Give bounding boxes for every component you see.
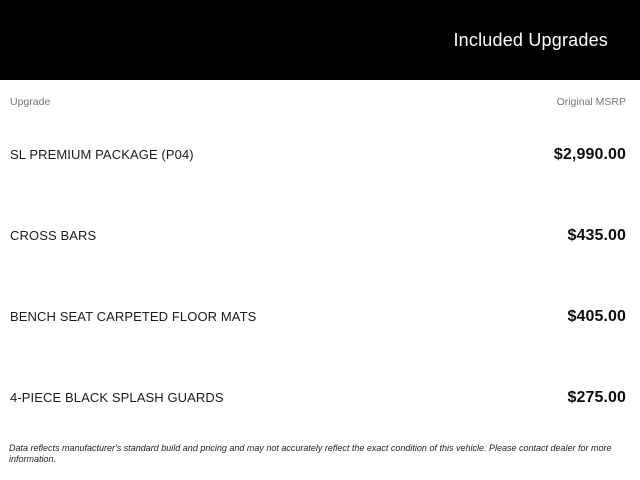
disclaimer-text: Data reflects manufacturer's standard build and pricing and may not accurately reflect the exact condition of this vehicle. Please contact dealer for more information. (9, 443, 612, 464)
upgrade-name: 4-PIECE BLACK SPLASH GUARDS (10, 390, 224, 405)
upgrade-price: $405.00 (567, 307, 626, 325)
table-row (10, 357, 626, 438)
upgrade-name: CROSS BARS (10, 228, 97, 243)
upgrade-price: $275.00 (567, 388, 626, 406)
section-title: Included Upgrades (453, 29, 608, 50)
table-row (10, 276, 626, 357)
table-row (10, 114, 626, 195)
upgrade-name: SL PREMIUM PACKAGE (P04) (10, 147, 194, 162)
upgrade-name: BENCH SEAT CARPETED FLOOR MATS (10, 309, 257, 324)
upgrade-price: $2,990.00 (553, 145, 626, 163)
table-row (10, 195, 626, 276)
table-rows (10, 114, 626, 438)
table-column-headers (10, 96, 626, 108)
column-header-original-msrp: Original MSRP (556, 96, 626, 108)
column-header-upgrade: Upgrade (10, 96, 51, 108)
upgrade-price: $435.00 (567, 226, 626, 244)
upgrades-table (0, 80, 640, 438)
section-header-bar (0, 0, 640, 80)
